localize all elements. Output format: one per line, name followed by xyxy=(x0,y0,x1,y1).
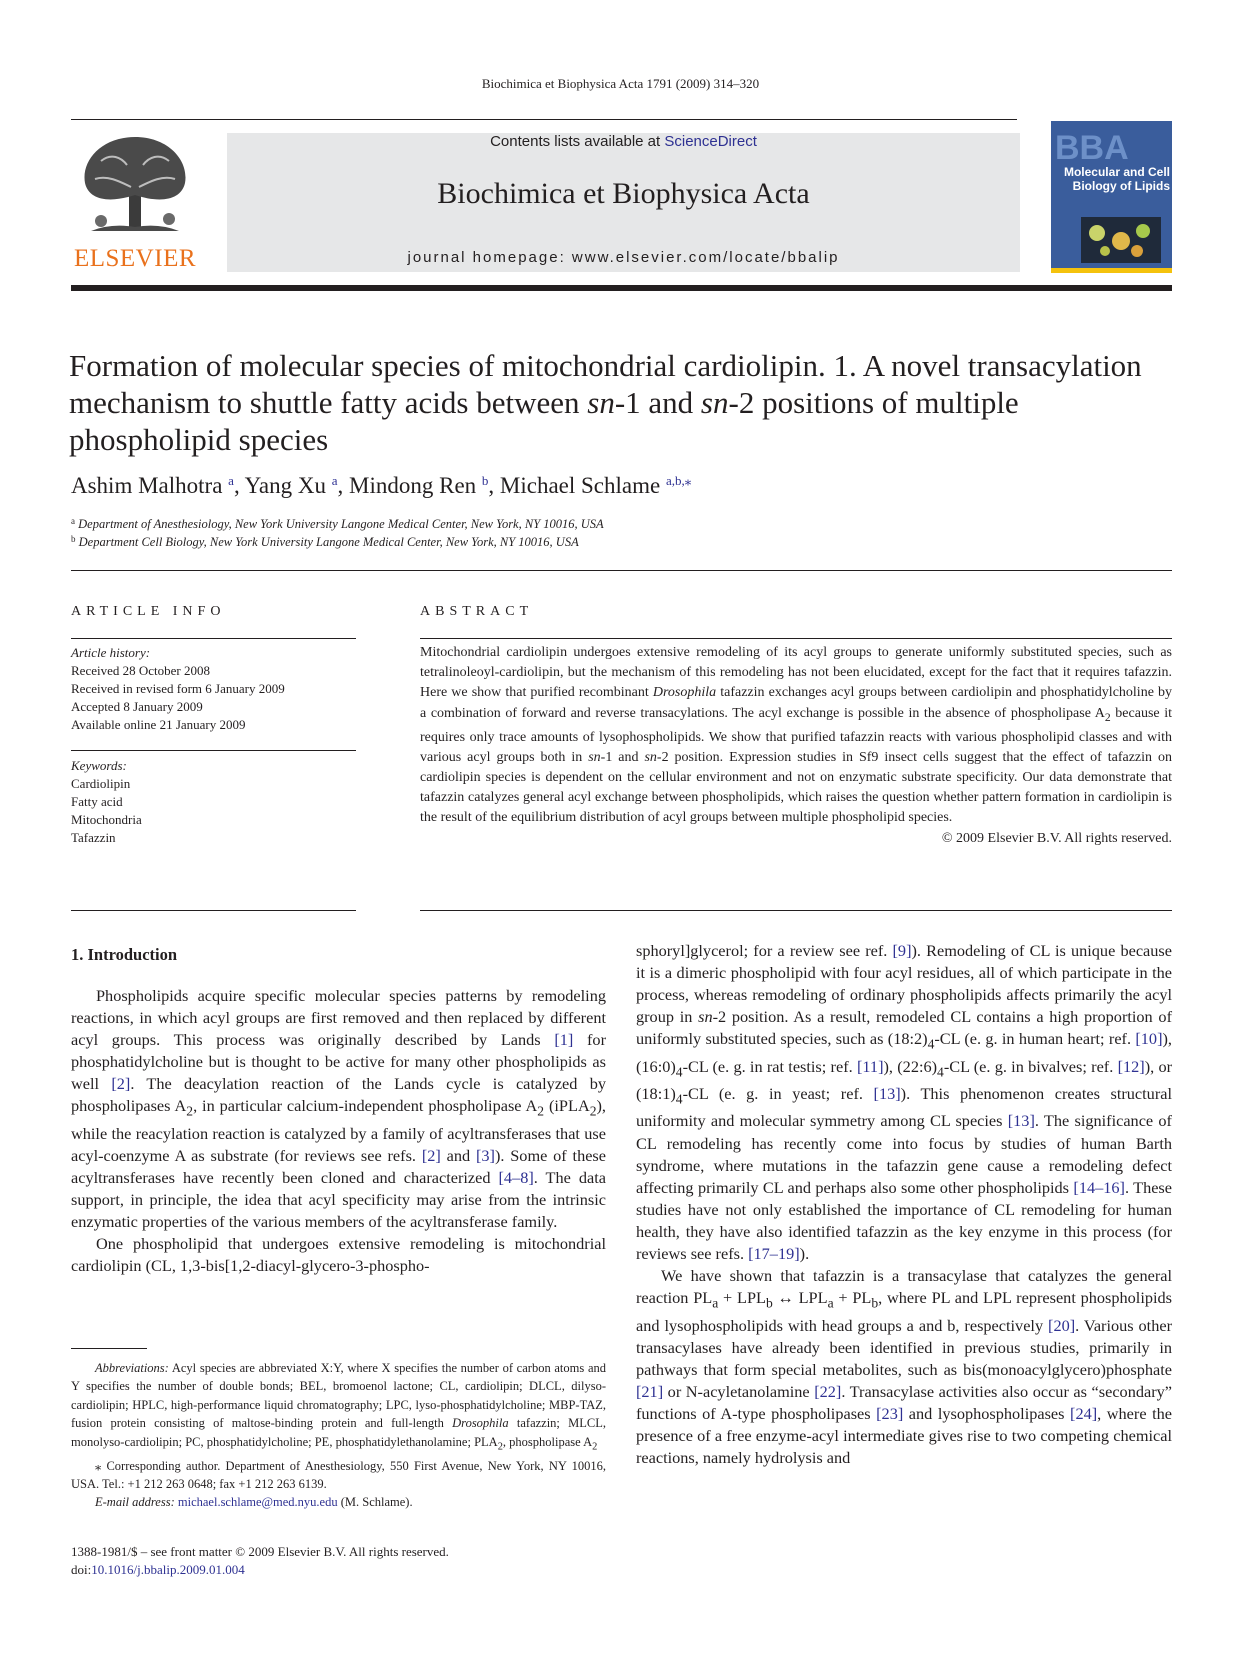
author-affiliation-mark[interactable]: a xyxy=(228,473,234,488)
doi-line xyxy=(71,1561,449,1579)
abstract-body xyxy=(420,643,1172,849)
body-column-left xyxy=(71,985,606,1277)
elsevier-wordmark: ELSEVIER xyxy=(73,245,197,272)
affiliation-b xyxy=(71,534,579,550)
paragraph: We have shown that tafazzin is a transacylase that catalyzes the general reaction $PL_a + LPL_b$ ↔ $LPL_a + PL_b$, where PL and LPL represent phospholipids and lysophospholipids with head groups a and b, respectively [20]. Various other transacylases have already been identified in previous studies, primarily in pathways that form special metabolites, such as bis(monoacylglycero)phosphate [21] or N-acyletanolamine [22]. Transacylase activities also occur as “secondary” functions of A-type phospholipases [23] and lysophospholipases [24], where the presence of a free enzyme-acyl intermediate gives rise to two competing chemical reactions, namely hydrolysis and xyxy=(636,1266,1172,1468)
abstract-heading: ABSTRACT xyxy=(420,604,534,619)
issn-line: 1388-1981/$ – see front matter © 2009 Elsevier B.V. All rights reserved. xyxy=(71,1544,449,1559)
paragraph: Phospholipids acquire specific molecular species patterns by remodeling reactions, in which acyl groups are first removed and then replaced by different acyl groups. This process was originally described by Lands [1] for phosphatidylcholine but is thought to be active for many other phospholipids as well [2]. The deacylation reaction of the Lands cycle is catalyzed by phospholipases $A_2$, in particular calcium-independent phospholipase $A_2$ (iPLA$_2$), while the reacylation reaction is catalyzed by a family of acyltransferases that use acyl-coenzyme A as substrate (for reviews see refs. [2] and [3]). Some of these acyltransferases have recently been cloned and characterized [4–8]. The data support, in principle, the idea that acyl specificity may arise from the intrinsic enzymatic properties of the various members of the acyltransferase family. xyxy=(71,986,606,1232)
header-rule xyxy=(71,119,1017,120)
email-label: E-mail address: xyxy=(95,1495,178,1510)
abstract-bottom-rule xyxy=(420,910,1172,911)
header-thick-rule xyxy=(71,285,1172,291)
abstract-copyright: © 2009 Elsevier B.V. All rights reserved. xyxy=(941,830,1172,846)
affiliation-mark: b xyxy=(71,534,76,544)
abbreviations-footnote: Abbreviations: Acyl species are abbreviated X:Y, where X specifies the number of carbon atoms and Y specifies the number of double bonds; BEL, bromoenol lactone; CL, cardiolipin; DLCL, dilyso-cardiolipin; HPLC, high-performance liquid chromatography; LPC, lyso-phosphatidylcholine; MBP-TAZ, fusion protein consisting of maltose-binding protein and full-length Drosophila tafazzin; MLCL, monolyso-cardiolipin; PC, phosphatidylcholine; PE, phosphatidylethanolamine; $PLA_2$, phospholipase $A_2$ xyxy=(71,1361,606,1453)
article-info-rule xyxy=(71,638,356,639)
article-info-heading: ARTICLE INFO xyxy=(71,604,226,619)
journal-homepage[interactable]: journal homepage: www.elsevier.com/locate/bbalip xyxy=(407,249,840,266)
journal-reference: Biochimica et Biophysica Acta 1791 (2009) 314–320 xyxy=(481,76,760,91)
journal-cover[interactable] xyxy=(1051,121,1172,273)
author-name[interactable]: Yang Xu xyxy=(244,473,326,498)
keywords-label: Keywords: xyxy=(71,758,127,773)
author-affiliation-mark[interactable]: b xyxy=(481,473,489,488)
tree-icon xyxy=(71,131,199,239)
email-footnote xyxy=(71,1493,606,1511)
abstract-rule xyxy=(420,638,1172,639)
doi-label: doi: xyxy=(71,1562,92,1577)
keywords xyxy=(71,757,356,847)
paragraph: One phospholipid that undergoes extensive remodeling is mitochondrial cardiolipin (CL, 1,3-bis[1,2-diacyl-glycero-3-phospho- xyxy=(71,1234,606,1276)
history-rule xyxy=(71,750,356,751)
cover-stripe xyxy=(1051,268,1172,273)
author-name[interactable]: Michael Schlame xyxy=(499,473,661,498)
paragraph: sphoryl]glycerol; for a review see ref. [9]). Remodeling of CL is unique because it is a dimeric phospholipid with four acyl residues, all of which participate in the process, whereas remodeling of ordinary phospholipids affects primarily the acyl group in sn-2 position. As a result, remodeled CL contains a high proportion of uniformly substituted species, such as $(18:2)_4-CL$ (e. g. in human heart; ref. [10]), $(16:0)_4-CL$ (e. g. in rat testis; ref. [11]), $(22:6)_4-CL$ (e. g. in bivalves; ref. [12]), or $(18:1)_4-CL$ (e. g. in yeast; ref. [13]). This phenomenon creates structural uniformity and molecular symmetry among CL species [13]. The significance of CL remodeling has recently come into focus by studies of human Barth syndrome, where mutations in the tafazzin gene cause a remodeling defect affecting primarily CL and perhaps also some other phospholipids [14–16]. These studies have not only established the importance of CL remodeling for human health, they have also identified tafazzin as the key enzyme in this process (for reviews see refs. [17–19]). xyxy=(636,941,1173,1263)
cover-image xyxy=(1081,217,1161,263)
author-affiliation-mark[interactable]: a,b,⁎ xyxy=(665,473,692,488)
keyword-item: Mitochondria xyxy=(71,812,142,827)
footnotes xyxy=(71,1359,606,1512)
affiliation-a xyxy=(71,516,604,532)
journal-title: Biochimica et Biophysica Acta xyxy=(437,177,810,210)
author-list: Ashim Malhotra $^a$, Yang Xu $^a$, Mindong Ren $^b$, Michael Schlame $^{a,b,⁎}$ xyxy=(71,473,692,498)
author-name[interactable]: Mindong Ren xyxy=(349,473,477,498)
body-column-right xyxy=(636,940,1172,1469)
affiliation-text: Department of Anesthesiology, New York University Langone Medical Center, New York, NY 10016, USA xyxy=(78,517,604,531)
affiliation-rule xyxy=(71,570,1172,571)
section-heading-introduction: 1. Introduction xyxy=(71,945,178,964)
keyword-item: Tafazzin xyxy=(71,830,116,845)
article-title: Formation of molecular species of mitochondrial cardiolipin. 1. A novel transacylation mechanism to shuttle fatty acids between sn-1 and sn-2 positions of multiple phospholipid species xyxy=(69,348,1142,457)
page-footer xyxy=(71,1543,449,1579)
email-link[interactable]: michael.schlame@med.nyu.edu xyxy=(177,1495,338,1510)
history-label: Article history: xyxy=(71,645,151,660)
contents-prefix: Contents lists available at xyxy=(490,133,665,150)
history-item: Received in revised form 6 January 2009 xyxy=(71,681,285,696)
journal-banner xyxy=(227,133,1020,272)
abstract-text: Mitochondrial cardiolipin undergoes extensive remodeling of its acyl groups to generate uniformly substituted species, such as tetralinoleoyl-cardiolipin, but the mechanism of this remodeling has not been elucidated, except for the fact that it requires tafazzin. Here we show that purified recombinant Drosophila tafazzin exchanges acyl groups between cardiolipin and phosphatidylcholine by a combination of forward and reverse transacylations. The acyl exchange is possible in the absence of phospholipase $A_2$ because it requires only trace amounts of lysophospholipids. We show that purified tafazzin reacts with various phospholipid classes and with various acyl groups both in sn-1 and sn-2 position. Expression studies in Sf9 insect cells suggest that the effect of tafazzin on cardiolipin species is dependent on the cellular environment and not on enzymatic substrate specificity. Our data demonstrate that tafazzin catalyzes general acyl exchange between phospholipids, which raises the question whether pattern formation in cardiolipin is the result of the equilibrium distribution of acyl groups between multiple phospholipid species. xyxy=(420,645,1172,826)
article-history xyxy=(71,644,356,734)
elsevier-logo[interactable] xyxy=(71,131,199,273)
history-item: Accepted 8 January 2009 xyxy=(71,699,203,714)
email-suffix: (M. Schlame). xyxy=(337,1495,413,1510)
author-name[interactable]: Ashim Malhotra xyxy=(71,473,223,498)
sciencedirect-link[interactable]: ScienceDirect xyxy=(664,133,757,150)
footnote-rule xyxy=(71,1348,147,1349)
affiliation-mark: a xyxy=(71,516,75,526)
keywords-rule xyxy=(71,910,356,911)
corresponding-author-footnote: ⁎ Corresponding author. Department of Anesthesiology, 550 First Avenue, New York, NY 10016, USA. Tel.: +1 212 263 0648; fax +1 212 263 6139. xyxy=(71,1458,606,1491)
history-item: Available online 21 January 2009 xyxy=(71,717,246,732)
history-item: Received 28 October 2008 xyxy=(71,663,210,678)
cover-cells-icon xyxy=(1081,217,1161,263)
contents-line xyxy=(227,133,1020,150)
affiliation-text: Department Cell Biology, New York University Langone Medical Center, New York, NY 10016, USA xyxy=(78,535,579,549)
doi-link[interactable]: 10.1016/j.bbalip.2009.01.004 xyxy=(91,1562,245,1577)
cover-bba: BBA xyxy=(1055,129,1129,167)
cover-title: Molecular and Cell Biology of Lipids xyxy=(1063,165,1170,193)
keyword-item: Fatty acid xyxy=(71,794,123,809)
author-affiliation-mark[interactable]: a xyxy=(331,473,338,488)
keyword-item: Cardiolipin xyxy=(71,776,131,791)
